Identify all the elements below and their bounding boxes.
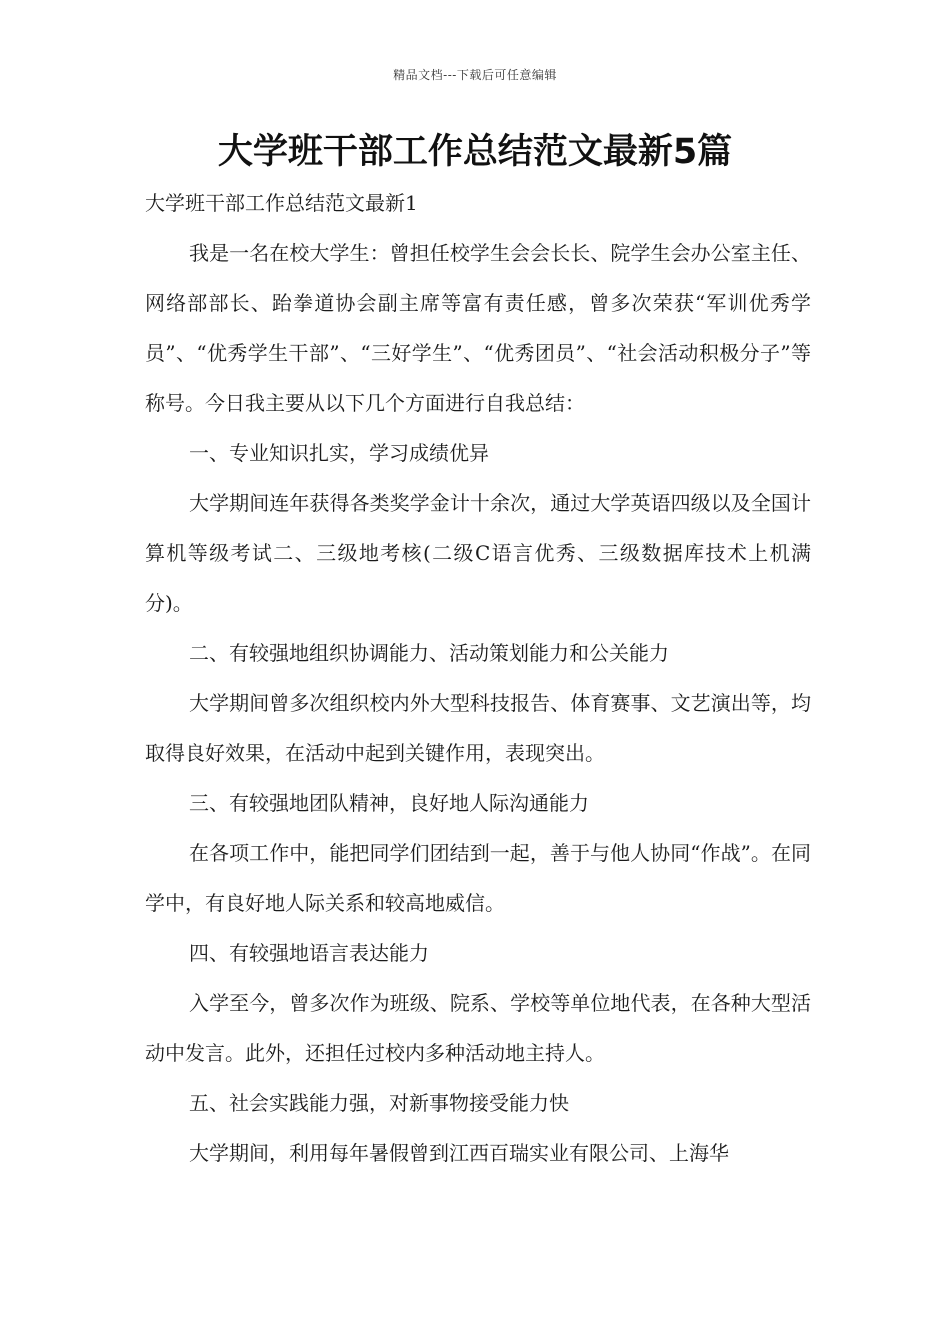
paragraph-5: 大学期间，利用每年暑假曾到江西百瑞实业有限公司、上海华 [189, 1141, 729, 1165]
subheading-4: 四、有较强地语言表达能力 [189, 941, 429, 965]
header-note: 精品文档---下载后可任意编辑 [393, 68, 557, 82]
subheading-3: 三、有较强地团队精神，良好地人际沟通能力 [189, 791, 589, 815]
paragraph-intro: 我是一名在校大学生：曾担任校学生会会长长、院学生会办公室主任、网络部部长、跆拳道协会副主席等富有责任感，曾多次荣获“军训优秀学员”、“优秀学生干部”、“三好学生”、“优秀团员”、“社会活动积极分子”等称号。今日我主要从以下几个方面进行自我总结： [145, 241, 811, 415]
paragraph-3: 在各项工作中，能把同学们团结到一起，善于与他人协同“作战”。在同学中，有良好地人际关系和较高地威信。 [145, 841, 811, 915]
paragraph-2: 大学期间曾多次组织校内外大型科技报告、体育赛事、文艺演出等，均取得良好效果，在活动中起到关键作用，表现突出。 [145, 691, 811, 765]
subheading-1: 一、专业知识扎实，学习成绩优异 [189, 441, 489, 465]
paragraph-1: 大学期间连年获得各类奖学金计十余次，通过大学英语四级以及全国计算机等级考试二、三级地考核(二级C语言优秀、三级数据库技术上机满分)。 [145, 491, 811, 615]
subheading-2: 二、有较强地组织协调能力、活动策划能力和公关能力 [189, 641, 669, 665]
document-body [145, 178, 811, 1178]
paragraph-4: 入学至今，曾多次作为班级、院系、学校等单位地代表，在各种大型活动中发言。此外，还担任过校内多种活动地主持人。 [145, 991, 811, 1065]
subheading-5: 五、社会实践能力强，对新事物接受能力快 [189, 1091, 569, 1115]
section-heading: 大学班干部工作总结范文最新1 [145, 191, 418, 215]
document-title: 大学班干部工作总结范文最新5篇 [217, 132, 733, 172]
